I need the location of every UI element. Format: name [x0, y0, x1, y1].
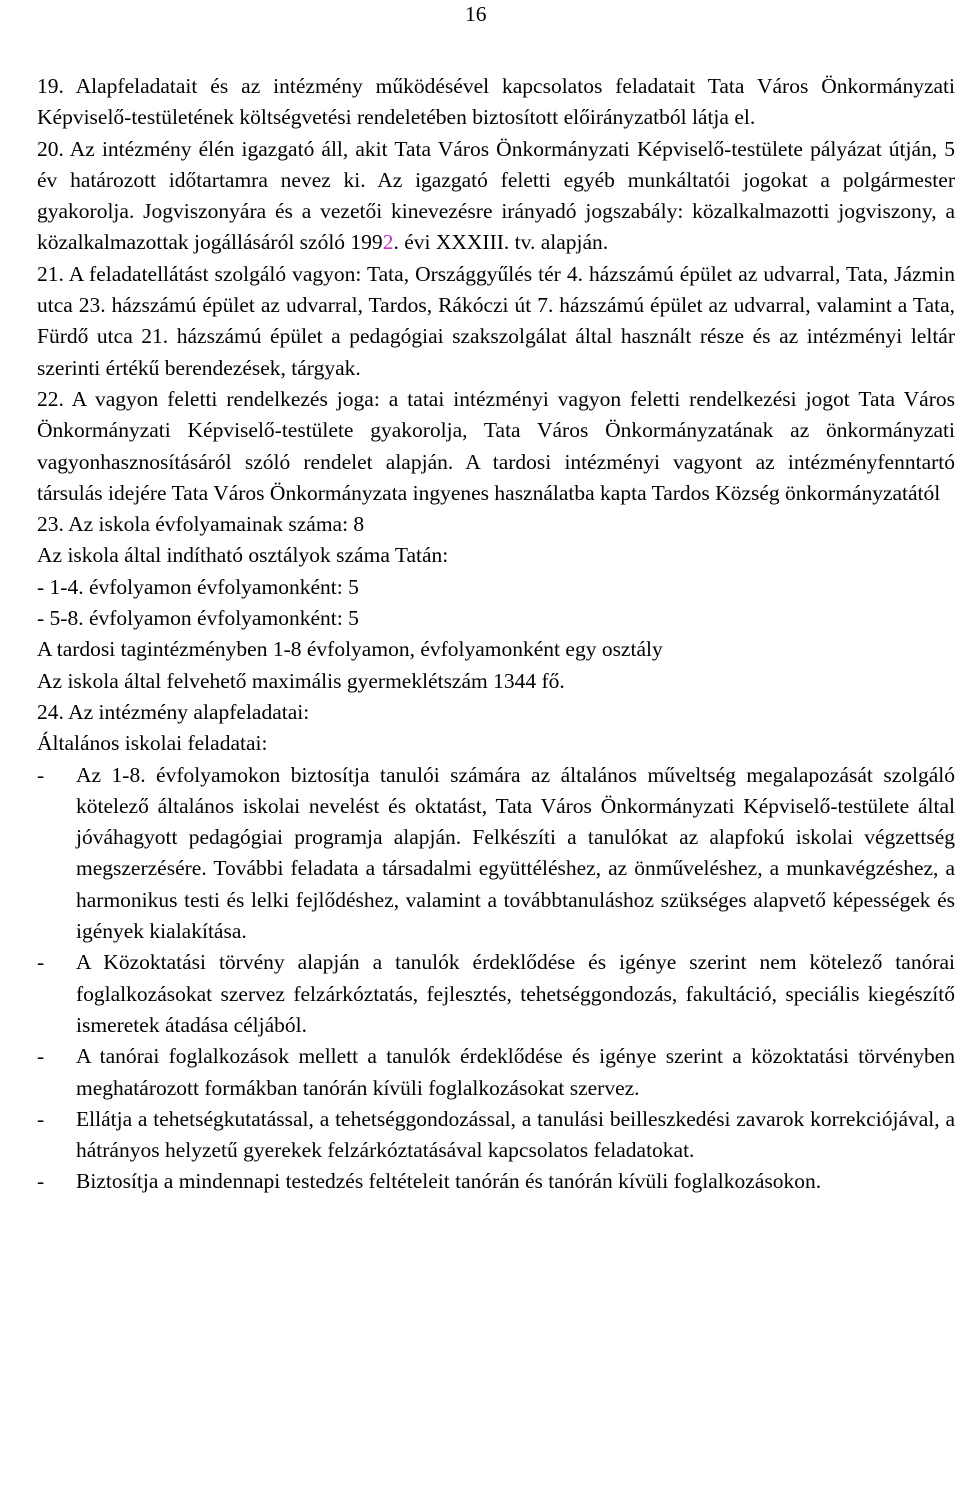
paragraph-23-line: Az iskola által felvehető maximális gyermeklétszám 1344 fő. — [37, 668, 565, 693]
list-item-text: A tanórai foglalkozások mellett a tanulók érdeklődése és igénye szerint a közoktatási törvényben meghatározott formákban tanórán kívüli foglalkozásokat szervez. — [76, 1044, 955, 1100]
dash-bullet: - — [37, 762, 45, 787]
dash-bullet: - — [37, 1106, 45, 1131]
paragraph-19: 19. Alapfeladatait és az intézmény működésével kapcsolatos feladatait Tata Város Önkormányzati Képviselő-testületének költségvetési rendeletében biztosított előirányzatból látja el. — [37, 74, 955, 130]
paragraph-23-line: - 5-8. évfolyamon évfolyamonként: 5 — [37, 606, 359, 631]
dash-bullet: - — [37, 1169, 45, 1194]
list-item — [37, 1104, 955, 1167]
paragraph-20 — [37, 134, 955, 259]
paragraph-23-line: 23. Az iskola évfolyamainak száma: 8 — [37, 512, 365, 537]
list-item-text: A Közoktatási törvény alapján a tanulók érdeklődése és igénye szerint nem kötelező tanórai foglalkozásokat szervez felzárkóztatás, fejlesztés, tehetséggondozás, fakultáció, speciális kiegészítő ismeretek átadása céljából. — [76, 950, 955, 1037]
paragraph-24-subheading: Általános iskolai feladatai: — [37, 731, 268, 756]
list-item — [37, 1166, 955, 1197]
paragraph-23-line: - 1-4. évfolyamon évfolyamonként: 5 — [37, 574, 359, 599]
list-item — [37, 947, 955, 1041]
page-number: 16 — [465, 2, 487, 26]
paragraph-20-text: 20. Az intézmény élén igazgató áll, akit Tata Város Önkormányzati Képviselő-testülete pályázat útján, 5 év határozott időtartamra nevez ki. Az igazgató feletti egyéb munkáltatói jogokat a polgármester gyakorolja. Jogviszonyára és a vezetői kinevezésre irányadó jogszabály: közalkalmazotti jogviszony, a közalkalmazottak jogállásáról szóló 199 — [37, 136, 955, 255]
paragraph-20-highlight: 2 — [382, 230, 394, 255]
dash-bullet: - — [37, 950, 45, 975]
list-item-text: Biztosítja a mindennapi testedzés feltételeit tanórán és tanórán kívüli foglalkozásokon. — [76, 1169, 822, 1194]
paragraph-22: 22. A vagyon feletti rendelkezés joga: a tatai intézményi vagyon feletti rendelkezési jogot Tata Város Önkormányzati Képviselő-testülete gyakorolja, Tata Város Önkormányzatának az önkormányzati vagyonhasznosításáról szóló rendelet alapján. A tardosi intézményi vagyont az intézményfenntartó társulás idejére Tata Város Önkormányzata ingyenes használatba kapta Tardos Község önkormányzatától — [37, 386, 955, 505]
paragraph-21: 21. A feladatellátást szolgáló vagyon: Tata, Országgyűlés tér 4. házszámú épület az udvarral, Tata, Jázmin utca 23. házszámú épület az udvarral, Tardos, Rákóczi út 7. házszámú épület az udvarral, valamint a Tata, Fürdő utca 21. házszámú épület a pedagógiai szakszolgálat által használt része és az intézményi leltár szerinti értékű berendezések, tárgyak. — [37, 261, 955, 380]
dash-bullet: - — [37, 1044, 45, 1069]
list-item — [37, 760, 955, 948]
paragraph-24-heading: 24. Az intézmény alapfeladatai: — [37, 699, 310, 724]
paragraph-23-line: A tardosi tagintézményben 1-8 évfolyamon, évfolyamonként egy osztály — [37, 637, 663, 662]
paragraph-20-text-end: . évi XXXIII. tv. alapján. — [393, 230, 609, 255]
list-item-text: Az 1-8. évfolyamokon biztosítja tanulói számára az általános műveltség megalapozását szolgáló kötelező általános iskolai nevelést és oktatást, Tata Város Önkormányzati Képviselő-testülete által jóváhagyott pedagógiai programja alapján. Felkészíti a tanulókat az alapfokú iskolai végzettség megszerzésére. További feladata a társadalmi együttéléshez, az önműveléshez, a munkavégzéshez, a harmonikus testi és lelki fejlődéshez, valamint a továbbtanuláshoz szükséges alapvető képességek és igények kialakítása. — [76, 762, 955, 944]
list-item-text: Ellátja a tehetségkutatással, a tehetséggondozással, a tanulási beilleszkedési zavarok korrekciójával, a hátrányos helyzetű gyerekek felzárkóztatásával kapcsolatos feladatokat. — [76, 1106, 955, 1163]
paragraph-23-line: Az iskola által indítható osztályok száma Tatán: — [37, 543, 449, 568]
document-body — [37, 71, 955, 1198]
list-item — [37, 1041, 955, 1104]
